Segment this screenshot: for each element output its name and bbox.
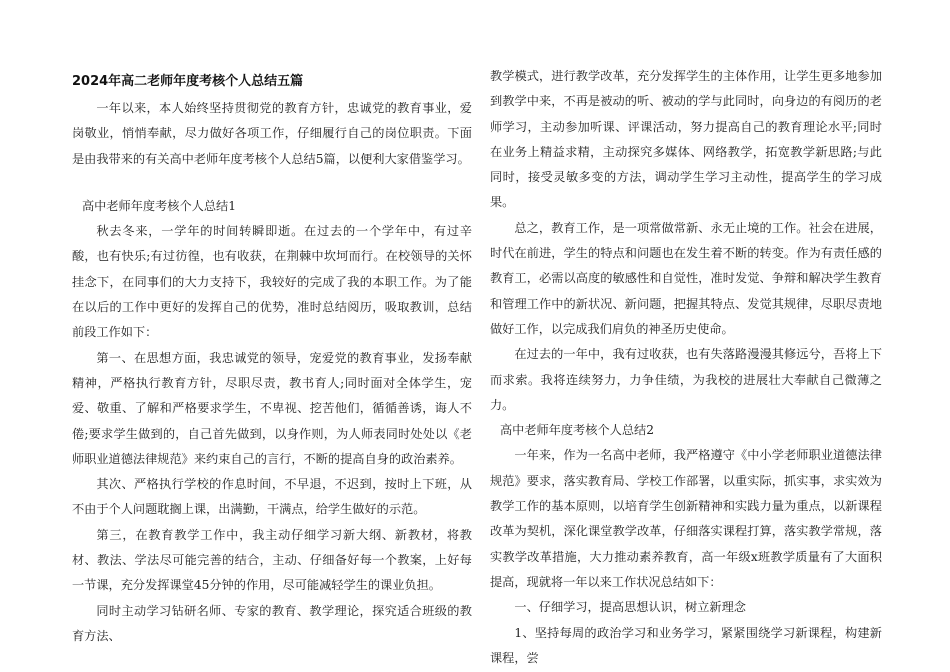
subheading: 一、仔细学习，提高思想认识，树立新理念	[514, 600, 746, 615]
document-title: 2024年高二老师年度考核个人总结五篇	[72, 74, 304, 89]
intro-paragraph: 一年以来，本人始终坚持贯彻党的教育方针，忠诚党的教育事业，爱岗敬业，悄悄奉献，尽力做好各项工作，仔细履行自己的岗位职责。下面是由我带来的有关高中老师年度考核个人总结5篇，以便利大家借鉴学习。	[72, 101, 472, 166]
paragraph: 总之，教育工作，是一项常做常新、永无止境的工作。社会在进展，时代在前进，学生的特点和问题也在发生着不断的转变。作为有责任感的教育工，必需以高度的敏感性和自觉性，准时发觉、争辩和解决学生教育和管理工作中的新状况、新问题，把握其特点、发觉其规律，尽职尽责地做好工作，以完成我们肩负的神圣历史使命。	[490, 220, 882, 336]
paragraph: 同时主动学习钻研名师、专家的教育、教学理论，探究适合班级的教育方法、	[72, 603, 472, 643]
paragraph: 第一、在思想方面，我忠诚党的领导，宠爱党的教育事业，发扬奉献精神，严格执行教育方针，尽职尽责，教书育人;同时面对全体学生，宠爱、敬重、了解和严格要求学生，不卑视、挖苦他们，循循善诱，诲人不倦;要求学生做到的，自己首先做到，以身作则，为人师表同时处处以《老师职业道德法律规范》来约束自己的言行，不断的提高自身的政治素养。	[72, 350, 472, 466]
paragraph-continued: 教学模式，进行教学改革，充分发挥学生的主体作用，让学生更多地参加到教学中来，不再是被动的听、被动的学与此同时，向身边的有阅历的老师学习，主动参加听课、评课活动，努力提高自己的教育理论水平;同时在业务上精益求精，主动探究多媒体、网络教学，拓宽教学新思路;与此同时，接受灵敏多变的方法，调动学生学习主动性，提高学生的学习成果。	[490, 69, 882, 210]
left-column	[72, 70, 472, 649]
section-heading-2: 高中老师年度考核个人总结2	[500, 423, 655, 438]
section-heading-1: 高中老师年度考核个人总结1	[82, 198, 237, 213]
paragraph: 一年来，作为一名高中老师，我严格遵守《中小学老师职业道德法律规范》要求，落实教育局、学校工作部署，以重实际，抓实事，求实效为教学工作的基本原则，以培育学生创新精神和实践力量为重点，以新课程改革为契机，深化课堂教学改革，仔细落实课程打算，落实教学常规，落实教学改革措施，大力推动素养教育，高一年级x班教学质量有了大面积提高，现就将一年以来工作状况总结如下：	[490, 448, 882, 589]
paragraph: 1、坚持每周的政治学习和业务学习，紧紧围绕学习新课程，构建新课程，尝	[490, 625, 882, 665]
paragraph: 其次、严格执行学校的作息时间，不早退，不迟到，按时上下班，从不由于个人问题耽搁上课，出满勤，干满点，给学生做好的示范。	[72, 477, 472, 517]
spacer	[72, 172, 472, 194]
paragraph: 第三，在教育教学工作中，我主动仔细学习新大纲、新教材，将教材、教法、学法尽可能完善的结合，主动、仔细备好每一个教案，上好每一节课，充分发挥课堂45分钟的作用，尽可能减轻学生的课业负担。	[72, 527, 472, 593]
paragraph: 秋去冬来，一学年的时间转瞬即逝。在过去的一个学年中，有过辛酸，也有快乐;有过彷徨，也有收获，在荆棘中坎坷而行。在校领导的关怀挂念下，在同事们的大力支持下，我较好的完成了我的本职工作。为了能在以后的工作中更好的发挥自己的优势，准时总结阅历，吸取教训，总结前段工作如下：	[72, 224, 472, 340]
paragraph: 在过去的一年中，我有过收获，也有失落路漫漫其修远兮，吾将上下而求索。我将连续努力，力争佳绩，为我校的进展壮大奉献自己微薄之力。	[490, 347, 882, 412]
right-column	[490, 64, 882, 671]
